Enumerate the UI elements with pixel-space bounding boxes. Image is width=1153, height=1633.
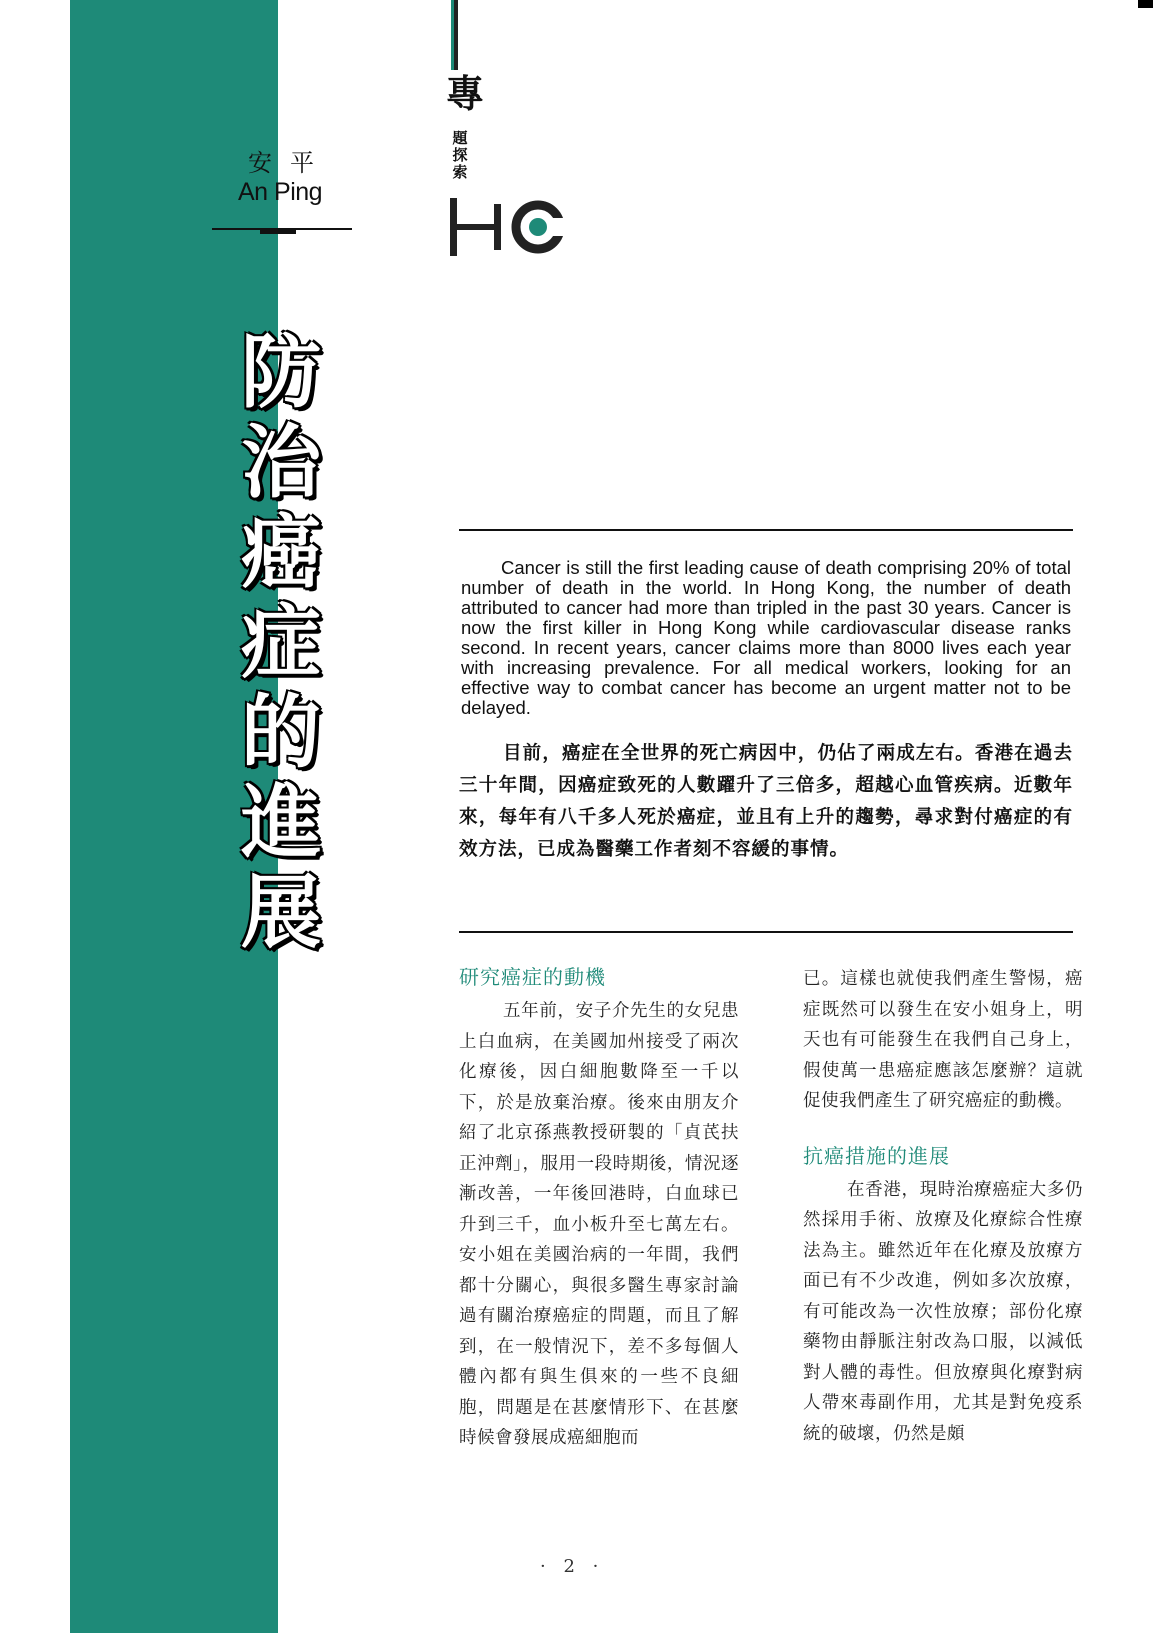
intro-english: Cancer is still the first leading cause of death comprising 20% of total number of death in the world. In Hong Kong, the number of death attributed to cancer had more than tripled in the past 30 years. Cancer is now the first killer in Hong Kong while cardiovascular disease ranks second. In recent years, cancer claims more than 8000 lives each year with increasing prevalence. For all medical workers, looking for an effective way to combat cancer has become an urgent matter not to be delayed. bbox=[461, 557, 1071, 718]
section-heading: 研究癌症的動機 bbox=[459, 965, 606, 989]
column-logo-hc-icon bbox=[448, 198, 574, 256]
intro-top-rule bbox=[459, 529, 1073, 531]
intro-bottom-rule bbox=[459, 931, 1073, 933]
corner-mark bbox=[1138, 0, 1153, 8]
title-char: 進 bbox=[241, 776, 321, 869]
section-heading: 抗癌措施的進展 bbox=[803, 1143, 950, 1168]
section-body: 五年前，安子介先生的女兒患上白血病，在美國加州接受了兩次化療後，因白細胞數降至一千以下，於是放棄治療。後來由朋友介紹了北京孫燕教授研製的「貞芪扶正沖劑」，服用一段時期後，情況逐漸改善，一年後回港時，白血球已升到三千，血小板升至七萬左右。安小姐在美國治病的一年間，我們都十分關心，與很多醫生專家討論過有關治療癌症的問題，而且了解到，在一般情況下，差不多每個人體內都有與生俱來的一些不良細胞，問題是在甚麼情形下、在甚麼時候會發展成癌細胞而 bbox=[459, 1001, 739, 1448]
author-name-chinese: 安平 bbox=[248, 150, 332, 177]
page-number: · 2 · bbox=[540, 1556, 605, 1577]
section-body: 在香港，現時治療癌症大多仍然採用手術、放療及化療綜合性療法為主。雖然近年在化療及放療方面已有不少改進，例如多次放療，有可能改為一次性放療；部份化療藥物由靜脈注射改為口服，以減低對人體的毒性。但放療與化療對病人帶來毒副作用，尤其是對免疫系統的破壞，仍然是頗 bbox=[803, 1179, 1083, 1444]
article-title bbox=[236, 328, 326, 958]
column-logo-sub-char: 索 bbox=[452, 163, 468, 181]
body-column-left bbox=[459, 962, 739, 1454]
column-logo-subtitle bbox=[451, 130, 469, 181]
section-body-continued: 已。這樣也就使我們產生警惕，癌症既然可以發生在安小姐身上，明天也有可能發生在我們自己身上，假使萬一患癌症應該怎麼辦？這就促使我們產生了研究癌症的動機。 bbox=[803, 969, 1083, 1111]
author-byline bbox=[238, 150, 348, 206]
intro-chinese: 目前，癌症在全世界的死亡病因中，仍佔了兩成左右。香港在過去三十年間，因癌症致死的人數躍升了三倍多，超越心血管疾病。近數年來，每年有八千多人死於癌症，並且有上升的趨勢，尋求對付癌症的有效方法，已成為醫藥工作者刻不容緩的事情。 bbox=[459, 743, 1073, 860]
title-char: 的 bbox=[241, 686, 321, 779]
column-logo-sub-char: 探 bbox=[452, 146, 468, 164]
author-divider-accent bbox=[260, 228, 296, 234]
author-name-english: An Ping bbox=[238, 178, 323, 206]
title-char: 癌 bbox=[241, 506, 321, 599]
title-char: 症 bbox=[241, 596, 321, 689]
title-char: 防 bbox=[241, 326, 321, 419]
column-logo-main-char: 專 bbox=[446, 72, 485, 116]
title-char: 治 bbox=[241, 416, 321, 509]
title-char: 展 bbox=[241, 866, 321, 959]
column-logo-sub-char: 題 bbox=[452, 129, 468, 147]
logo-vertical-line-accent bbox=[451, 0, 454, 70]
body-column-right bbox=[803, 964, 1083, 1449]
